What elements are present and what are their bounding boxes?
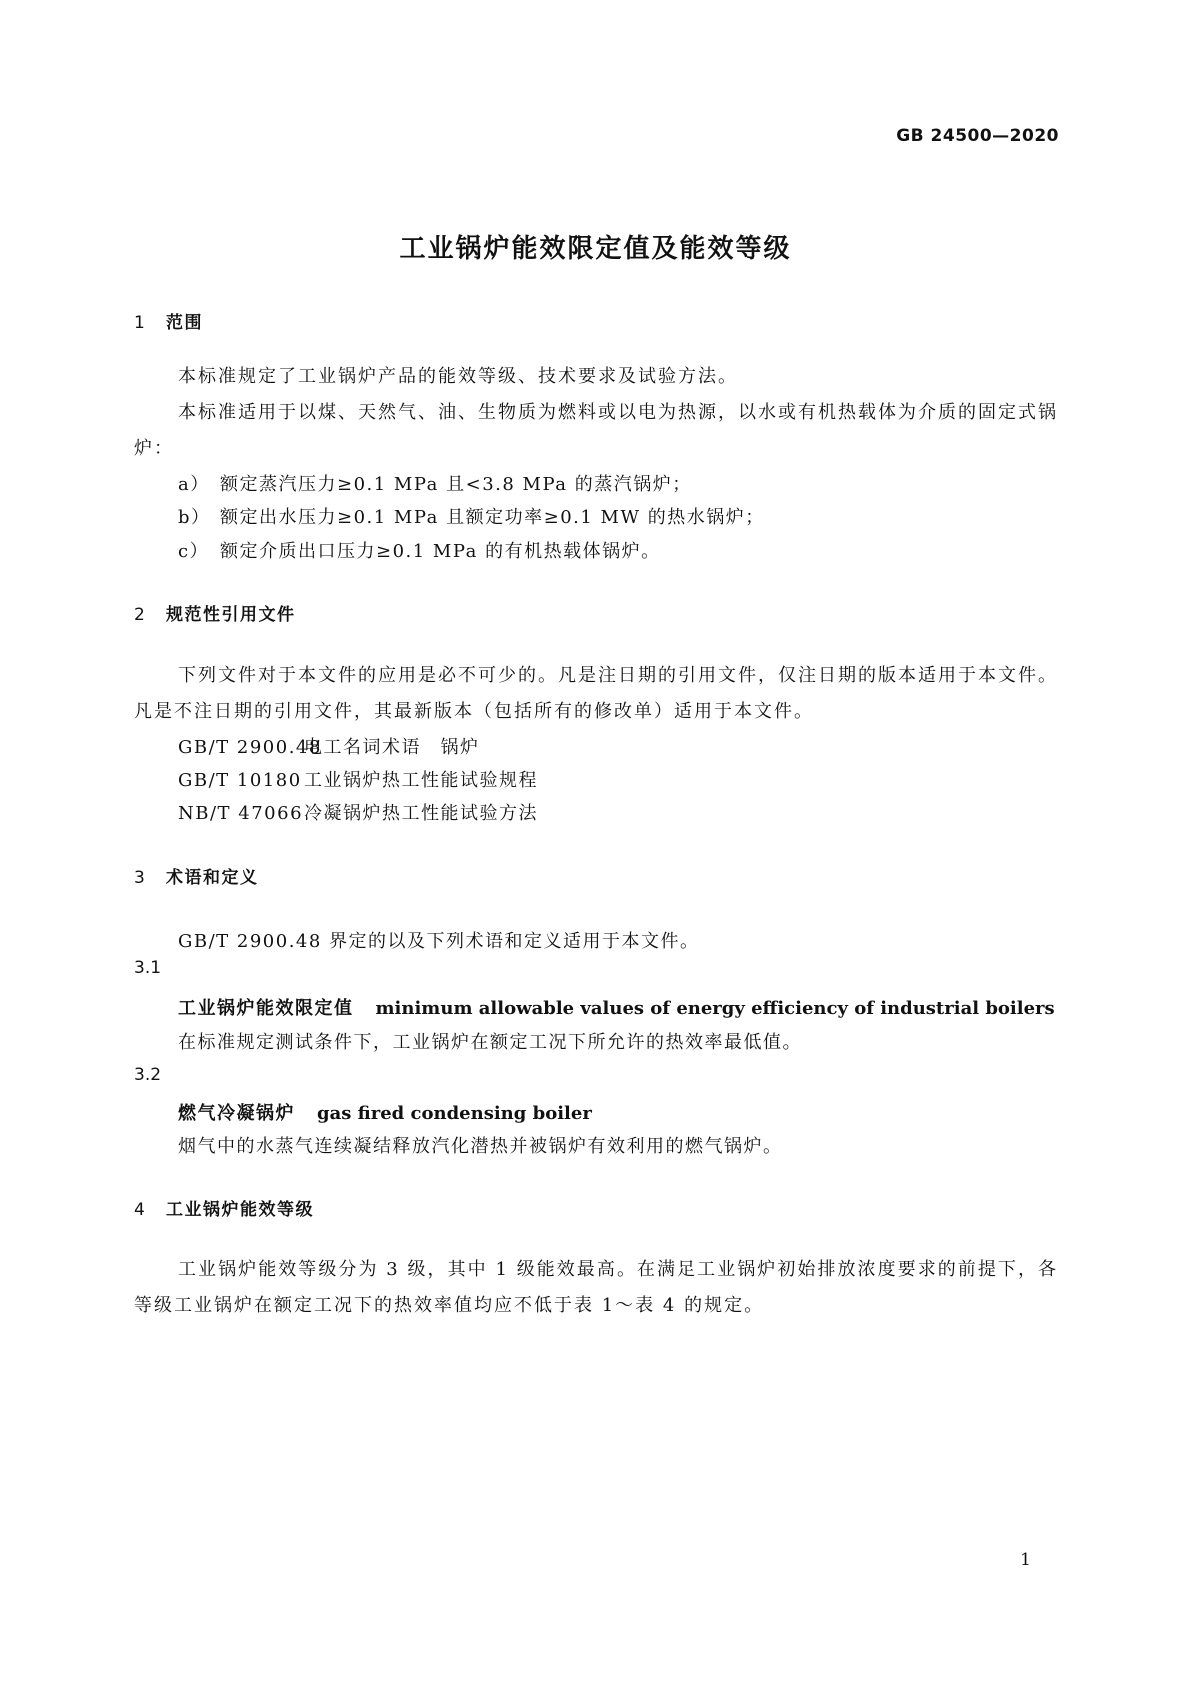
list-item-label: b） — [178, 507, 211, 528]
list-item — [178, 537, 661, 563]
list-item-text: 额定出水压力≥0.1 MPa 且额定功率≥0.1 MW 的热水锅炉； — [220, 507, 765, 528]
reference-title: 电工名词术语 锅炉 — [304, 737, 480, 758]
section-3-heading — [134, 863, 259, 888]
section-number: 3 — [134, 868, 147, 888]
terms-intro: GB/T 2900.48 界定的以及下列术语和定义适用于本文件。 — [178, 931, 700, 952]
list-item — [178, 470, 692, 496]
section-2-heading — [134, 600, 296, 625]
clause-number: 3.2 — [134, 1065, 162, 1085]
scope-paragraph-2: 本标准适用于以煤、天然气、油、生物质为燃料或以电为热源，以水或有机热载体为介质的固定式锅炉： — [134, 402, 1058, 459]
scope-paragraph-1: 本标准规定了工业锅炉产品的能效等级、技术要求及试验方法。 — [178, 366, 738, 387]
list-item-label: c） — [178, 541, 210, 562]
standard-number: GB 24500—2020 — [896, 126, 1059, 146]
term-en: gas fired condensing boiler — [317, 1103, 592, 1124]
section-1-heading — [134, 308, 203, 333]
section-4-heading — [134, 1195, 314, 1220]
section-title: 规范性引用文件 — [166, 605, 296, 625]
term-definition: 在标准规定测试条件下，工业锅炉在额定工况下所允许的热效率最低值。 — [178, 1032, 802, 1053]
list-item-text: 额定蒸汽压力≥0.1 MPa 且<3.8 MPa 的蒸汽锅炉； — [220, 474, 692, 495]
section-title: 术语和定义 — [166, 868, 259, 888]
section-number: 4 — [134, 1200, 147, 1220]
term-zh: 工业锅炉能效限定值 — [178, 998, 354, 1019]
term-heading — [178, 1099, 592, 1125]
section-title: 范围 — [166, 313, 203, 333]
list-item-label: a） — [178, 474, 210, 495]
reference-code: GB/T 2900.48 — [178, 737, 322, 758]
term-heading — [178, 994, 1055, 1020]
term-definition: 烟气中的水蒸气连续凝结释放汽化潜热并被锅炉有效利用的燃气锅炉。 — [178, 1136, 783, 1157]
clause-number: 3.1 — [134, 958, 162, 978]
efficiency-grades-paragraph: 工业锅炉能效等级分为 3 级，其中 1 级能效最高。在满足工业锅炉初始排放浓度要求的前提下，各等级工业锅炉在额定工况下的热效率值均应不低于表 1～表 4 的规定。 — [134, 1259, 1058, 1316]
normative-references-paragraph: 下列文件对于本文件的应用是必不可少的。凡是注日期的引用文件，仅注日期的版本适用于本文件。凡是不注日期的引用文件，其最新版本（包括所有的修改单）适用于本文件。 — [134, 665, 1058, 722]
page-number: 1 — [1020, 1550, 1031, 1570]
term-en: minimum allowable values of energy efficiency of industrial boilers — [375, 998, 1055, 1019]
reference-item — [178, 733, 480, 759]
list-item — [178, 503, 765, 529]
reference-item — [178, 766, 538, 792]
reference-title: 冷凝锅炉热工性能试验方法 — [304, 803, 538, 824]
section-title: 工业锅炉能效等级 — [166, 1200, 314, 1220]
term-zh: 燃气冷凝锅炉 — [178, 1103, 295, 1124]
reference-code: GB/T 10180 — [178, 770, 302, 791]
document-title: 工业锅炉能效限定值及能效等级 — [399, 234, 792, 264]
section-number: 2 — [134, 605, 147, 625]
list-item-text: 额定介质出口压力≥0.1 MPa 的有机热载体锅炉。 — [220, 541, 661, 562]
reference-title: 工业锅炉热工性能试验规程 — [304, 770, 538, 791]
reference-code: NB/T 47066 — [178, 803, 304, 824]
reference-item — [178, 799, 538, 825]
section-number: 1 — [134, 313, 147, 333]
